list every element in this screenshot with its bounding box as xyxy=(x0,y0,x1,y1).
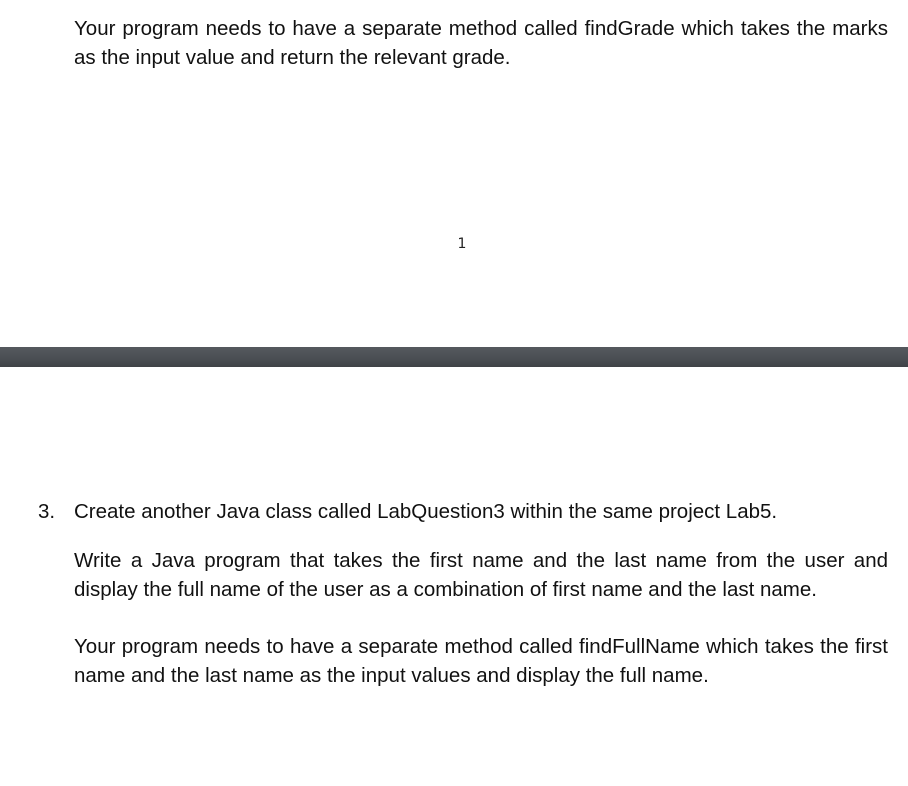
list-item-heading: Create another Java class called LabQuestion3 within the same project Lab5. xyxy=(74,500,778,523)
document-page-1 xyxy=(0,0,908,347)
list-item-number: 3. xyxy=(38,500,56,523)
findfullname-instruction-paragraph: Your program needs to have a separate method called findFullName which takes the first name and the last name as the input values and display the full name. xyxy=(74,635,888,687)
findgrade-instruction-paragraph: Your program needs to have a separate method called findGrade which takes the marks as the input value and return the relevant grade. xyxy=(74,17,888,69)
page-number: 1 xyxy=(457,236,467,252)
fullname-program-paragraph: Write a Java program that takes the first name and the last name from the user and display the full name of the user as a combination of first name and the last name. xyxy=(74,549,888,601)
page-separator xyxy=(0,347,908,367)
